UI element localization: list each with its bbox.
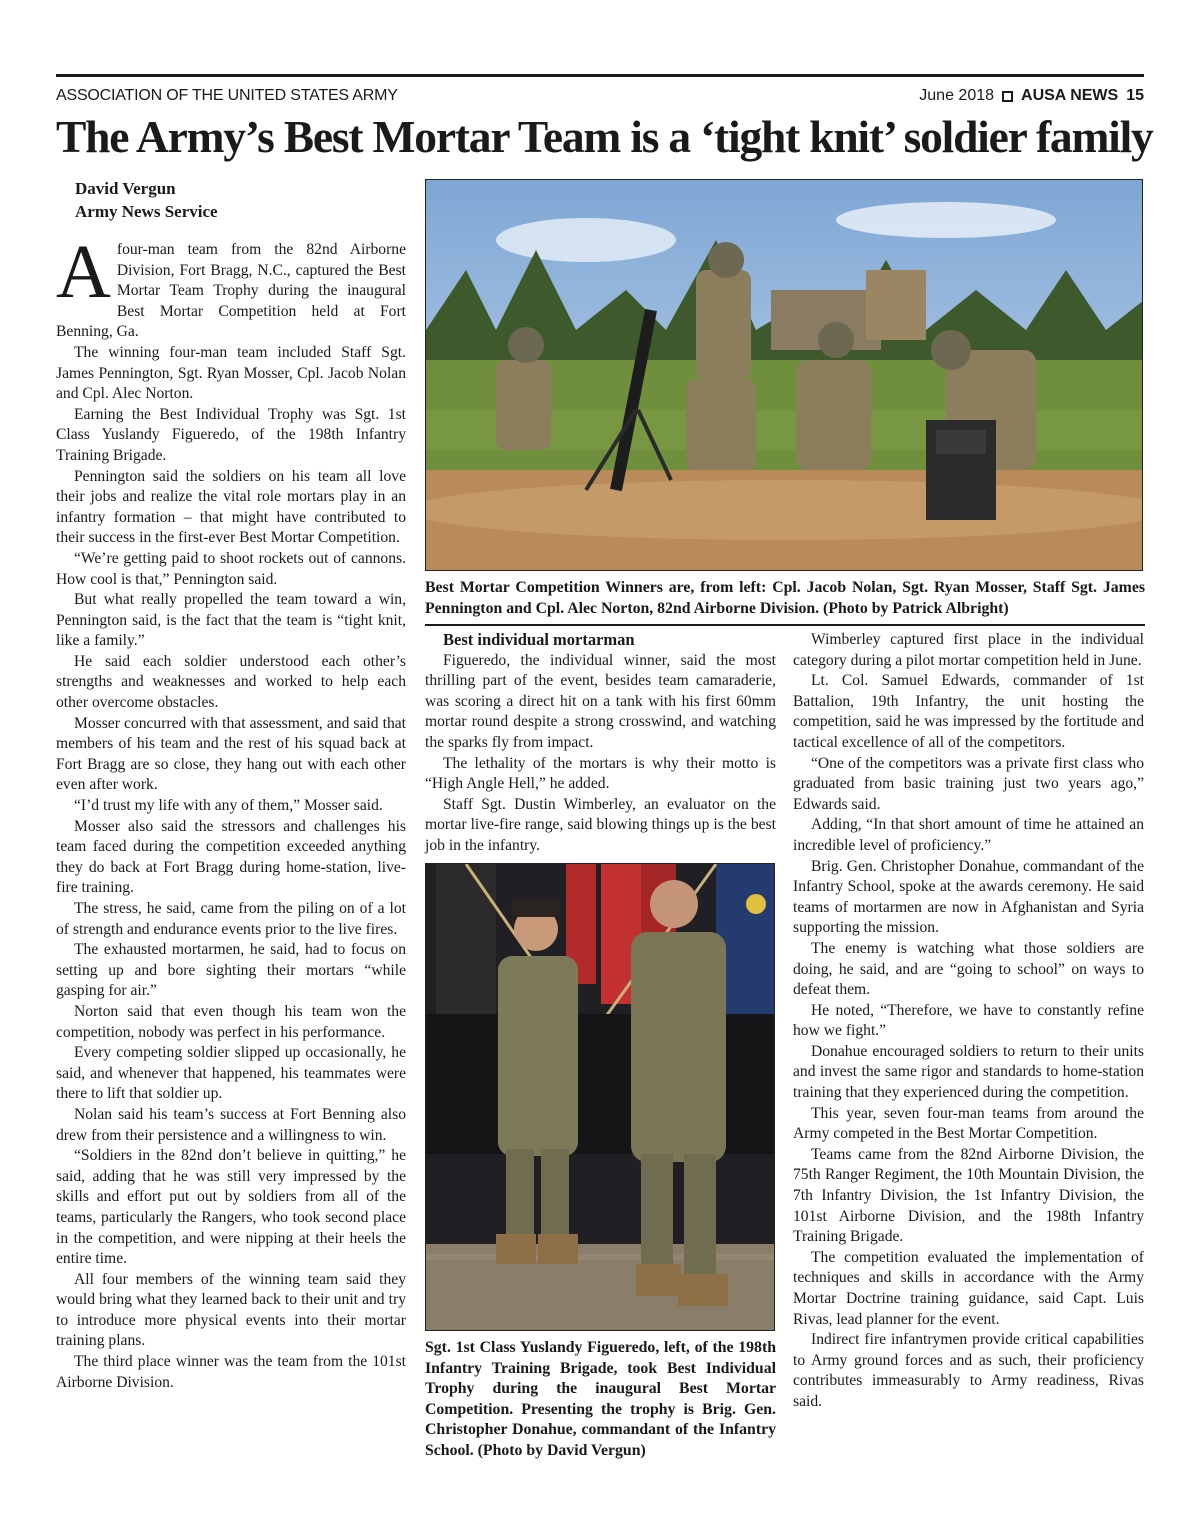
- paragraph: Teams came from the 82nd Airborne Division, the 75th Ranger Regiment, the 10th Mountain Division, the 7th Infantry Division, the 1st Infantry Division, the 101st Airborne Division, and the 198th Infantry Training Brigade.: [793, 1145, 1144, 1246]
- paragraph: The competition evaluated the implementation of techniques and skills in accordance with the Army Mortar Doctrine training guidance, said Capt. Luis Rivas, lead planner for the event.: [793, 1248, 1144, 1328]
- paragraph: Figueredo, the individual winner, said the most thrilling part of the event, besides team camaraderie, was scoring a direct hit on a tank with his first 60mm mortar round despite a strong crosswind, and watching the sparks fly from impact.: [425, 651, 776, 751]
- paragraph: He said each soldier understood each other’s strengths and weaknesses and worked to help each other overcome obstacles.: [56, 652, 406, 712]
- byline: [75, 177, 218, 223]
- issue-date: June 2018: [919, 87, 995, 104]
- lead-paragraph: [56, 230, 406, 343]
- running-header: [56, 87, 1144, 109]
- lead-text: four-man team from the 82nd Airborne Division, Fort Bragg, N.C., captured the Best Mortar Team Trophy during the inaugural Best Mortar Competition held at Fort Benning, Ga.: [56, 241, 406, 341]
- paragraph: Norton said that even though his team won the competition, nobody was perfect in his performance.: [56, 1002, 406, 1041]
- organization-name: ASSOCIATION OF THE UNITED STATES ARMY: [56, 87, 398, 104]
- paragraph: “One of the competitors was a private first class who graduated from basic training just two years ago,” Edwards said.: [793, 754, 1144, 813]
- paragraph: The third place winner was the team from the 101st Airborne Division.: [56, 1353, 406, 1391]
- paragraph: Donahue encouraged soldiers to return to their units and invest the same rigor and standards to home-station training that they experienced during the competition.: [793, 1042, 1144, 1102]
- paragraph: Every competing soldier slipped up occasionally, he said, and whenever that happened, his teammates were there to lift that soldier up.: [56, 1044, 406, 1103]
- drop-cap: A: [56, 230, 111, 314]
- award-caption: Sgt. 1st Class Yuslandy Figueredo, left, of the 198th Infantry Training Brigade, took Best Individual Trophy during the inaugural Best Mortar Competition. Presenting the trophy is Brig. Gen. Christopher Donahue, commandant of the Infantry School. (Photo by David Vergun): [425, 1339, 776, 1459]
- award-ceremony-photo: [425, 863, 775, 1331]
- paragraph: The lethality of the mortars is why their motto is “High Angle Hell,” he added.: [425, 754, 776, 793]
- paragraph: The stress, he said, came from the piling on of a lot of strength and endurance events prior to the live fires.: [56, 900, 406, 938]
- paragraph: All four members of the winning team said they would bring what they learned back to their unit and try to introduce more physical events into their mortar training plans.: [56, 1270, 406, 1350]
- paragraph: Mosser also said the stressors and challenges his team faced during the competition exceeded anything they do back at Fort Bragg during home-station, live-fire training.: [56, 817, 406, 897]
- paragraph: Indirect fire infantrymen provide critical capabilities to Army ground forces and as such, their proficiency contributes immeasurably to Army readiness, Rivas said.: [793, 1331, 1144, 1410]
- square-bullet-icon: [1002, 91, 1013, 102]
- section-subhead: Best individual mortarman: [443, 630, 635, 649]
- paragraph: Wimberley captured first place in the individual category during a pilot mortar competition held in June.: [793, 631, 1144, 669]
- paragraph: He noted, “Therefore, we have to constantly refine how we fight.”: [793, 1001, 1144, 1040]
- caption-rule: [425, 624, 1145, 626]
- mortar-team-photo: [425, 179, 1143, 571]
- paragraph: Earning the Best Individual Trophy was Sgt. 1st Class Yuslandy Figueredo, of the 198th Infantry Training Brigade.: [56, 405, 406, 464]
- paragraph: “Soldiers in the 82nd don’t believe in quitting,” he said, adding that he was still very impressed by the skills and effort put out by soldiers from all of the teams, particularly the Rangers, who took second place in the competition, and were nipping at their heels the entire time.: [56, 1147, 406, 1268]
- paragraph: Adding, “In that short amount of time he attained an incredible level of proficiency.”: [793, 816, 1144, 854]
- paragraph: The winning four-man team included Staff Sgt. James Pennington, Sgt. Ryan Mosser, Cpl. Jacob Nolan and Cpl. Alec Norton.: [56, 343, 406, 403]
- article-headline: The Army’s Best Mortar Team is a ‘tight knit’ soldier family: [56, 111, 1153, 162]
- paragraph: This year, seven four-man teams from around the Army competed in the Best Mortar Competition.: [793, 1104, 1144, 1143]
- mortar-team-caption: Best Mortar Competition Winners are, from left: Cpl. Jacob Nolan, Sgt. Ryan Mosser, Staff Sgt. James Pennington and Cpl. Alec Norton, 82nd Airborne Division. (Photo by Patrick Albright): [425, 579, 1145, 617]
- article-column-1: [56, 230, 406, 1393]
- paragraph: Lt. Col. Samuel Edwards, commander of 1st Battalion, 19th Infantry, the unit hosting the competition, said he was impressed by the fortitude and tactical excellence of all of the competitors.: [793, 672, 1144, 751]
- author-name: David Vergun: [75, 179, 176, 198]
- paragraph: The enemy is watching what those soldiers are doing, he said, and are “going to school” on ways to defeat them.: [793, 939, 1144, 999]
- paragraph: “We’re getting paid to shoot rockets out of cannons. How cool is that,” Pennington said.: [56, 549, 406, 588]
- article-column-3: [793, 630, 1144, 1413]
- paragraph: The exhausted mortarmen, he said, had to focus on setting up and bore sighting their mortars “while gasping for air.”: [56, 941, 406, 1000]
- author-source: Army News Service: [75, 202, 218, 221]
- paragraph: “I’d trust my life with any of them,” Mosser said.: [74, 797, 383, 815]
- paragraph: Pennington said the soldiers on his team all love their jobs and realize the vital role mortars play in an infantry formation – that might have contributed to their success in the first-ever Best Mortar Competition.: [56, 467, 406, 547]
- paragraph: But what really propelled the team toward a win, Pennington said, is the fact that the team is “tight knit, like a family.”: [56, 591, 406, 650]
- publication-name: AUSA NEWS: [1021, 87, 1119, 104]
- paragraph: Staff Sgt. Dustin Wimberley, an evaluator on the mortar live-fire range, said blowing things up is the best job in the infantry.: [425, 795, 776, 854]
- page-number: 15: [1126, 87, 1144, 104]
- paragraph: Brig. Gen. Christopher Donahue, commandant of the Infantry School, spoke at the awards ceremony. He said teams of mortarmen are now in Afghanistan and Syria supporting the mission.: [793, 857, 1144, 937]
- top-rule: [56, 74, 1144, 77]
- issue-info: [919, 87, 1144, 105]
- paragraph: Mosser concurred with that assessment, and said that members of his team and the rest of his squad back at Fort Bragg are so close, they hang out with each other even after work.: [56, 714, 406, 794]
- paragraph: Nolan said his team’s success at Fort Benning also drew from their persistence and a willingness to win.: [56, 1105, 406, 1144]
- article-column-2: [425, 630, 776, 857]
